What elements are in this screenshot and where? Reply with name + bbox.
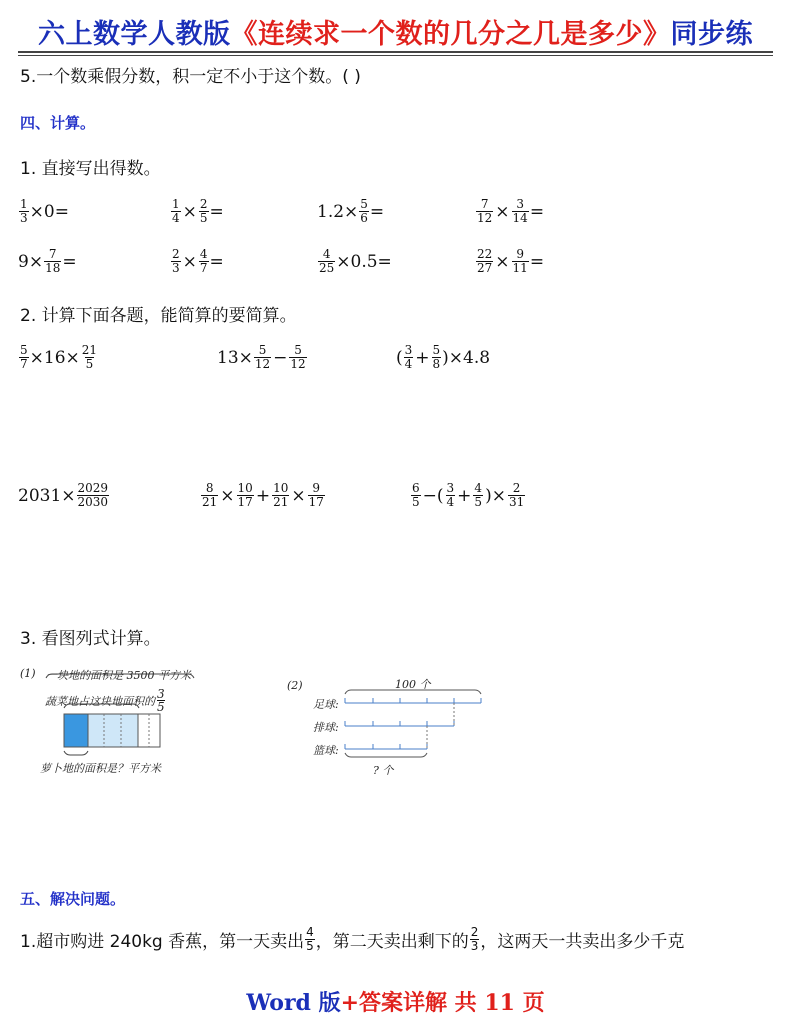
fraction: $\frac{1}{3}$ bbox=[20, 197, 28, 225]
header-rule-thin bbox=[18, 55, 773, 56]
fraction: $\frac{1}{4}$ bbox=[172, 197, 180, 225]
fraction: $\frac{5}{12}$ bbox=[254, 343, 271, 371]
expr-6: $\frac{6}{5}$ −( $\frac{3}{4}$ + $\frac{4}{5}$ )× $\frac{2}{31}$ bbox=[412, 481, 525, 509]
q2-prompt: 2. 计算下面各题，能简算的要简算。 bbox=[20, 306, 297, 326]
figure-2-bottom-text: ? 个 bbox=[373, 764, 394, 777]
oral-calc-3: 1.2× $\frac{5}{6}$ = bbox=[317, 197, 385, 225]
fraction: $\frac{4}{5}$ bbox=[306, 925, 314, 953]
expr-3: ( $\frac{3}{4}$ + $\frac{5}{8}$ )×4.8 bbox=[396, 343, 491, 371]
fraction: $\frac{5}{12}$ bbox=[290, 343, 306, 371]
figure-1 bbox=[18, 664, 218, 779]
fraction: $\frac{5}{7}$ bbox=[20, 343, 28, 371]
figure-2 bbox=[285, 676, 495, 786]
page-title bbox=[0, 12, 791, 51]
judge-item-5: 5.一个数乘假分数，积一定不小于这个数。( ) bbox=[20, 67, 361, 87]
fraction: $\frac{6}{5}$ bbox=[412, 481, 420, 509]
expr-2: 13× $\frac{5}{12}$ − $\frac{5}{12}$ bbox=[217, 343, 306, 371]
title-part-2: 《连续求一个数的几分之几是多少》 bbox=[230, 19, 671, 50]
oral-calc-6: $\frac{2}{3}$ × $\frac{4}{7}$ = bbox=[172, 247, 224, 275]
oral-calc-2: $\frac{1}{4}$ × $\frac{2}{5}$ = bbox=[172, 197, 224, 225]
figure-1-area-text: 一块地的面积是 3500 平方米 bbox=[46, 669, 191, 682]
fraction: $\frac{10}{17}$ bbox=[237, 481, 253, 509]
fraction: $\frac{3}{14}$ bbox=[512, 197, 528, 225]
fraction: 3 5 bbox=[157, 687, 165, 714]
fraction: $\frac{4}{25}$ bbox=[319, 247, 335, 275]
fraction: $\frac{4}{5}$ bbox=[474, 481, 483, 509]
q1-prompt: 1. 直接写出得数。 bbox=[20, 159, 161, 179]
fraction: $\frac{2}{3}$ bbox=[172, 247, 180, 275]
fraction: $\frac{2029}{2030}$ bbox=[77, 481, 109, 509]
oral-calc-5: 9× $\frac{7}{18}$ = bbox=[18, 247, 77, 275]
expr-1: $\frac{5}{7}$ ×16× $\frac{21}{5}$ bbox=[20, 343, 98, 371]
figure-2-label: (2) bbox=[287, 679, 303, 692]
fraction: $\frac{3}{4}$ bbox=[404, 343, 413, 371]
fraction: $\frac{10}{21}$ bbox=[273, 481, 289, 509]
footer-banner bbox=[0, 986, 791, 1017]
figure-1-veg-text: 蔬菜地占这块地面积的 3 5 bbox=[45, 687, 165, 714]
figure-1-label: (1) bbox=[20, 667, 36, 680]
q3-prompt: 3. 看图列式计算。 bbox=[20, 629, 161, 649]
fraction: $\frac{9}{11}$ bbox=[512, 247, 528, 275]
fraction: $\frac{2}{5}$ bbox=[199, 197, 208, 225]
problem-1: 1.超市购进 240kg 香蕉，第一天卖出 $\frac{4}{5}$ ，第二天卖出剩下的 $\frac{2}{3}$ ，这两天一共卖出多少千克 bbox=[20, 925, 685, 953]
fraction: $\frac{2}{3}$ bbox=[470, 925, 479, 953]
fraction: $\frac{5}{6}$ bbox=[360, 197, 368, 225]
fraction: $\frac{4}{7}$ bbox=[199, 247, 208, 275]
title-part-1: 六上数学人教版 bbox=[38, 19, 231, 50]
fraction: $\frac{9}{17}$ bbox=[308, 481, 324, 509]
fraction: $\frac{7}{18}$ bbox=[45, 247, 61, 275]
fraction: $\frac{22}{27}$ bbox=[477, 247, 493, 275]
figure-2-row-volleyball: 排球: bbox=[313, 721, 339, 734]
figure-2-top-text: 100 个 bbox=[395, 678, 431, 691]
header-rule-thick bbox=[18, 51, 773, 53]
oral-calc-7: $\frac{4}{25}$ ×0.5= bbox=[319, 247, 392, 275]
footer-part-2: +答案详解 共 11 页 bbox=[340, 990, 545, 1016]
fraction: $\frac{2}{31}$ bbox=[508, 481, 525, 509]
fraction: $\frac{3}{4}$ bbox=[446, 481, 455, 509]
fraction: $\frac{7}{12}$ bbox=[477, 197, 493, 225]
section-4-heading: 四、计算。 bbox=[20, 114, 96, 132]
expr-4: 2031× $\frac{2029}{2030}$ bbox=[18, 481, 109, 509]
figure-2-row-basketball: 篮球: bbox=[313, 744, 339, 757]
oral-calc-1: $\frac{1}{3}$ ×0= bbox=[20, 197, 69, 225]
fraction: $\frac{8}{21}$ bbox=[202, 481, 218, 509]
fraction: $\frac{21}{5}$ bbox=[81, 343, 98, 371]
footer-part-1: Word 版 bbox=[246, 990, 341, 1016]
title-part-3: 同步练 bbox=[670, 19, 753, 50]
fraction: $\frac{5}{8}$ bbox=[432, 343, 441, 371]
expr-5: $\frac{8}{21}$ × $\frac{10}{17}$ + $\frac{10}{21}$ × $\frac{9}{17}$ bbox=[202, 481, 324, 509]
section-5-heading: 五、解决问题。 bbox=[20, 890, 126, 908]
oral-calc-4: $\frac{7}{12}$ × $\frac{3}{14}$ = bbox=[477, 197, 545, 225]
oral-calc-8: $\frac{22}{27}$ × $\frac{9}{11}$ = bbox=[477, 247, 545, 275]
figure-1-radish-text: 萝卜地的面积是？平方米 bbox=[40, 762, 161, 775]
figure-2-row-football: 足球: bbox=[313, 698, 339, 711]
